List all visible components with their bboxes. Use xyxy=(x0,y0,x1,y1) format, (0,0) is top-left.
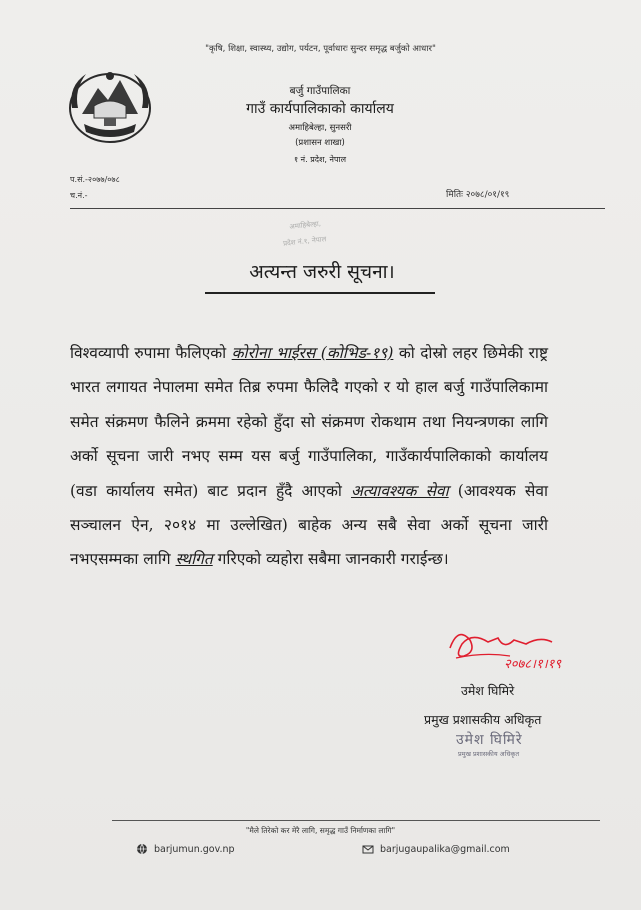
letter-date: मितिः २०७८/०१/१९ xyxy=(446,190,510,200)
signatory-designation: प्रमुख प्रशासकीय अधिकृत xyxy=(424,712,542,727)
office-name: गाउँ कार्यपालिकाको कार्यालय xyxy=(246,101,394,117)
stamp-line1: अमाहिबेल्हा, xyxy=(289,219,322,231)
stamp-designation: प्रमुख प्रशासकीय अधिकृत xyxy=(458,750,520,758)
header-divider xyxy=(70,208,605,209)
letter-number: प.सं.-२०७७/०७८ xyxy=(70,175,120,184)
notice-text-4: गरिएको व्यहोरा सबैमा जानकारी गराईन्छ। xyxy=(212,550,449,569)
dispatch-number: च.नं.- xyxy=(70,191,88,200)
faded-office-stamp xyxy=(278,214,360,248)
notice-text-2: को दोस्रो लहर छिमेकी राष्ट्र भारत लगायत नेपालमा समेत तिब्र रुपमा फैलिदै गएको र यो हाल बर्जु गाउँपालिकामा समेत संक्रमण फैलिने क्रममा रहेको हुँदा सो संक्रमण रोकथाम तथा नियन्त्रणका लागि अर्को सूचना जारी नभए सम्म यस बर्जु गाउँपालिका, गाउँकार्यपालिकाको कार्यालय (वडा कार्यालय समेत) बाट प्रदान हुँदै आएको xyxy=(70,344,548,500)
email-text: barjugaupalika@gmail.com xyxy=(380,843,510,855)
nepal-emblem-icon xyxy=(64,66,156,146)
website-text: barjumun.gov.np xyxy=(154,843,235,855)
globe-icon xyxy=(136,843,148,855)
stamp-line2: प्रदेश नं.१, नेपाल xyxy=(282,235,327,248)
notice-text-1: विश्वव्यापी रुपामा फैलिएको xyxy=(70,344,232,362)
notice-title: अत्यन्त जरुरी सूचना। xyxy=(249,261,395,283)
footer-email xyxy=(362,843,510,855)
office-address: अमाहिबेल्हा, सुनसरी xyxy=(288,123,352,133)
office-province: १ नं. प्रदेश, नेपाल xyxy=(293,155,347,164)
notice-highlight-essential-service: अत्यावश्यक सेवा xyxy=(350,481,449,500)
footer-divider xyxy=(112,820,600,821)
stamp-name: उमेश घिमिरे xyxy=(456,732,523,748)
footer-website xyxy=(136,843,235,855)
notice-highlight-suspended: स्थगित xyxy=(175,550,213,569)
signatory-name: उमेश घिमिरे xyxy=(461,683,515,698)
signature-date: २०७८।१।१९ xyxy=(504,657,562,672)
mail-icon xyxy=(362,843,374,855)
office-municipality: बर्जु गाउँपालिका xyxy=(289,85,351,97)
notice-body xyxy=(70,336,548,577)
office-branch: (प्रशासन शाखा) xyxy=(295,138,345,148)
notice-text-3: (आवश्यक सेवा सञ्चालन ऐन, २०१४ मा उल्लेखित) बाहेक अन्य सबै सेवा अर्को सूचना जारी नभएसम्मका लागि xyxy=(70,481,548,569)
signature xyxy=(444,622,594,674)
title-underline xyxy=(205,292,435,294)
footer-slogan: "मैले तिरेको कर मेरै लागि, समृद्ध गाउँ निर्माणका लागि" xyxy=(245,826,396,835)
header-motto: "कृषि, शिक्षा, स्वास्थ्य, उद्योग, पर्यटन, पूर्वाधारः सुन्दर समृद्ध बर्जुको आधार" xyxy=(205,44,436,54)
notice-highlight-covid: कोरोना भाईरस (कोभिड-१९) xyxy=(231,344,394,362)
